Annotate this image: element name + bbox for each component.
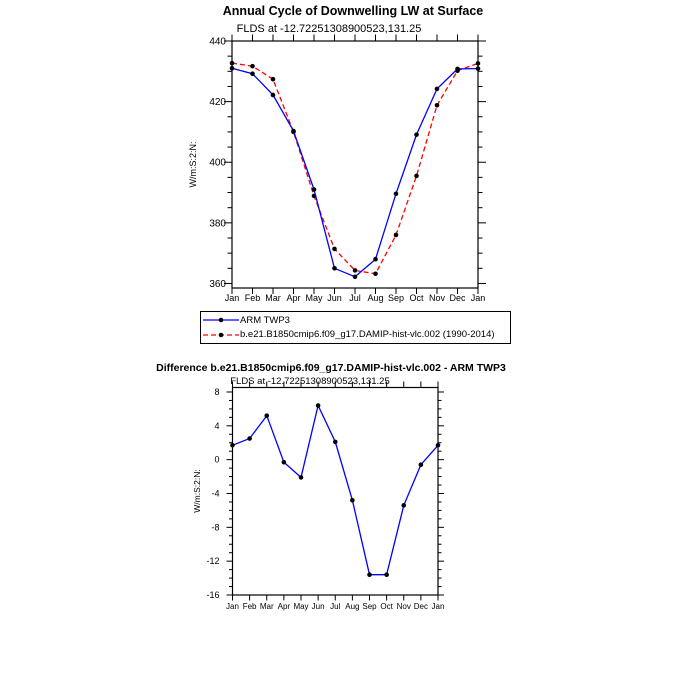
data-point-marker xyxy=(333,440,338,445)
y-tick-label: 440 xyxy=(209,36,226,48)
data-point-marker xyxy=(435,103,440,108)
y-tick-label: 8 xyxy=(214,386,220,397)
data-point-marker xyxy=(299,475,304,480)
y-axis-label: W/m:S:2:N: xyxy=(192,469,202,513)
data-point-marker xyxy=(373,257,378,262)
data-point-marker xyxy=(394,233,399,238)
data-point-marker xyxy=(271,93,276,98)
y-tick-label: 4 xyxy=(214,420,220,431)
data-point-marker xyxy=(436,443,441,448)
x-tick-label: Jul xyxy=(330,602,341,611)
data-point-marker xyxy=(264,413,269,418)
x-tick-label: Mar xyxy=(259,602,274,611)
y-tick-label: -8 xyxy=(211,522,220,533)
x-tick-label: Apr xyxy=(277,602,291,611)
y-axis-label: W/m:S:2:N: xyxy=(188,141,198,188)
data-point-marker xyxy=(367,572,372,577)
x-tick-label: May xyxy=(293,602,309,611)
data-point-marker xyxy=(353,274,358,279)
legend-entry xyxy=(202,314,510,327)
legend-marker-icon xyxy=(219,318,224,323)
y-tick-label: 360 xyxy=(209,278,226,290)
y-tick-label: 0 xyxy=(214,454,220,465)
data-point-marker xyxy=(250,64,255,69)
top-chart-title: Annual Cycle of Downwelling LW at Surface xyxy=(222,4,484,18)
x-tick-label: Oct xyxy=(409,293,424,303)
data-point-marker xyxy=(476,66,481,71)
data-point-marker xyxy=(414,174,419,179)
x-tick-label: Feb xyxy=(242,602,257,611)
data-point-marker xyxy=(435,87,440,92)
legend-dashed-line-sample xyxy=(202,329,240,341)
x-tick-label: Apr xyxy=(286,293,301,303)
bottom-chart-subtitle: FLDS at -12.72251308900523,131.25 xyxy=(230,376,390,387)
data-point-marker xyxy=(230,66,235,71)
top-chart-subtitle: FLDS at -12.72251308900523,131.25 xyxy=(236,23,422,35)
data-point-marker xyxy=(373,271,378,276)
data-point-marker xyxy=(455,67,460,72)
x-tick-label: Dec xyxy=(413,602,428,611)
data-point-marker xyxy=(291,129,296,134)
data-point-marker xyxy=(414,132,419,137)
x-tick-label: Jan xyxy=(431,602,445,611)
legend-label: ARM TWP3 xyxy=(240,314,290,326)
x-tick-label: May xyxy=(305,293,323,303)
y-tick-label: -4 xyxy=(211,488,220,499)
x-tick-label: Jul xyxy=(349,293,361,303)
x-tick-label: Jun xyxy=(311,602,325,611)
x-tick-label: Dec xyxy=(449,293,466,303)
bottom-chart-title: Difference b.e21.B1850cmip6.f09_g17.DAMIP-hist-vlc.002 - ARM TWP3 xyxy=(156,362,506,374)
series-line xyxy=(233,406,439,575)
x-tick-label: Nov xyxy=(396,602,411,611)
data-point-marker xyxy=(476,61,481,66)
x-tick-label: Aug xyxy=(367,293,384,303)
data-point-marker xyxy=(401,503,406,508)
x-tick-label: Aug xyxy=(345,602,360,611)
x-tick-label: Sep xyxy=(362,602,377,611)
legend-solid-line-sample xyxy=(202,314,240,326)
data-point-marker xyxy=(316,403,321,408)
y-tick-label: 400 xyxy=(209,157,226,169)
legend-entry xyxy=(202,328,510,341)
data-point-marker xyxy=(332,266,337,271)
x-tick-label: Oct xyxy=(380,602,393,611)
data-point-marker xyxy=(350,498,355,503)
x-tick-label: Jan xyxy=(224,293,240,303)
y-tick-label: -12 xyxy=(206,556,220,567)
legend-label: b.e21.B1850cmip6.f09_g17.DAMIP-hist-vlc.002 (1990-2014) xyxy=(240,329,495,341)
legend-marker-icon xyxy=(219,332,224,337)
data-point-marker xyxy=(384,572,389,577)
data-point-marker xyxy=(312,187,317,192)
x-tick-label: Feb xyxy=(244,293,261,303)
y-tick-label: -16 xyxy=(206,590,220,600)
x-tick-label: Jan xyxy=(470,293,486,303)
series-line xyxy=(232,68,478,276)
x-tick-label: Jun xyxy=(327,293,342,303)
data-point-marker xyxy=(332,247,337,252)
data-point-marker xyxy=(353,268,358,273)
x-tick-label: Jan xyxy=(226,602,239,611)
series-line xyxy=(232,63,478,274)
plot-frame xyxy=(232,41,478,288)
data-point-marker xyxy=(394,191,399,196)
x-tick-label: Sep xyxy=(387,293,405,303)
data-point-marker xyxy=(271,77,276,82)
data-point-marker xyxy=(230,443,235,448)
data-point-marker xyxy=(247,436,252,441)
plot-frame xyxy=(233,388,439,596)
data-point-marker xyxy=(419,462,424,467)
legend-box xyxy=(200,311,511,344)
y-tick-label: 420 xyxy=(209,97,226,109)
data-point-marker xyxy=(230,61,235,66)
data-point-marker xyxy=(282,460,287,465)
x-tick-label: Mar xyxy=(265,293,281,303)
x-tick-label: Nov xyxy=(428,293,446,303)
data-point-marker xyxy=(250,71,255,76)
y-tick-label: 380 xyxy=(209,218,226,230)
